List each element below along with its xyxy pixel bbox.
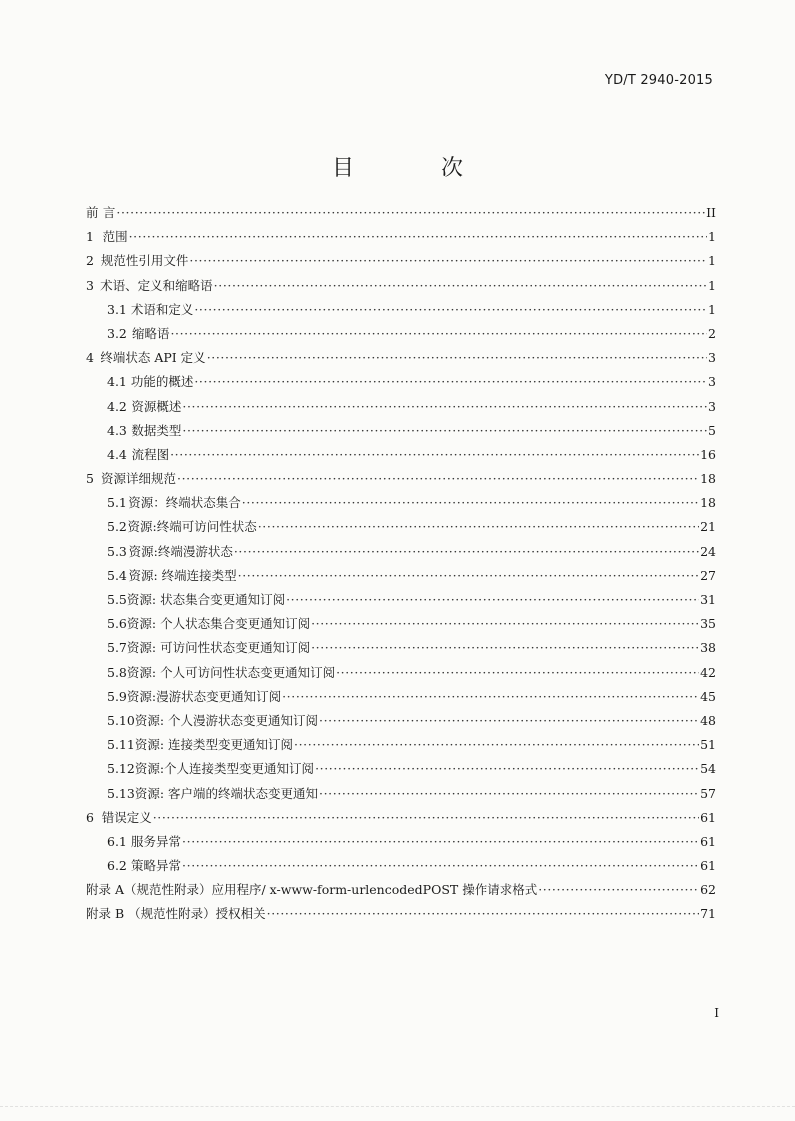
toc-entry-title: 功能的概述	[130, 374, 194, 390]
toc-leader-dots	[311, 640, 699, 655]
toc-leader-dots	[538, 882, 699, 897]
toc-leader-dots	[182, 858, 699, 873]
toc-entry-page: 24	[700, 543, 716, 559]
toc-entry-title: 资源:终端可访问性状态	[127, 519, 257, 535]
toc-entry[interactable]	[86, 493, 716, 517]
page-title: 目 次	[332, 155, 503, 181]
toc-entry-page: 48	[700, 712, 716, 728]
toc-entry[interactable]	[86, 880, 716, 904]
toc-entry-title: 资源: 客户端的终端状态变更通知	[134, 785, 319, 801]
toc-entry[interactable]	[86, 348, 716, 372]
toc-entry-title: 流程图	[131, 446, 170, 462]
toc-leader-dots	[129, 229, 707, 244]
toc-entry[interactable]	[86, 638, 716, 662]
toc-entry-number: 1	[86, 229, 94, 245]
toc-leader-dots	[182, 834, 699, 849]
toc-entry[interactable]	[86, 445, 716, 469]
toc-entry-page: 61	[700, 858, 716, 874]
toc-entry-title: 资源概述	[131, 398, 182, 414]
toc-entry[interactable]	[86, 469, 716, 493]
toc-entry-title: 资源:漫游状态变更通知订阅	[126, 688, 282, 704]
table-of-contents	[86, 203, 716, 929]
toc-entry-number: 5.6	[107, 616, 127, 632]
toc-leader-dots	[177, 471, 699, 486]
toc-entry-page: 62	[700, 882, 716, 898]
toc-entry-title: 言	[102, 205, 116, 220]
toc-leader-dots	[315, 761, 699, 776]
toc-entry-title: 资源: 可访问性状态变更通知订阅	[126, 640, 311, 656]
toc-entry-page: 31	[700, 592, 716, 607]
toc-entry-number: 前	[86, 205, 99, 220]
toc-entry-title: 缩略语	[131, 325, 170, 341]
toc-entry[interactable]	[86, 421, 716, 445]
toc-entry-page: 45	[700, 688, 716, 704]
toc-entry[interactable]	[86, 372, 716, 396]
toc-leader-dots	[194, 302, 707, 317]
toc-leader-dots	[170, 447, 699, 462]
toc-entry-number: 4.1	[107, 374, 127, 390]
toc-entry-number: 5	[86, 471, 94, 487]
toc-entry-number: 5.8	[107, 664, 127, 680]
toc-entry-number: 5.2	[107, 519, 127, 535]
toc-entry-page: 3	[708, 398, 716, 414]
toc-entry-title: 资源：终端状态集合	[128, 495, 241, 511]
toc-entry-page: 54	[700, 761, 716, 777]
toc-entry[interactable]	[86, 759, 716, 783]
toc-entry-number: 3	[86, 277, 94, 293]
toc-entry-number: 3.2	[107, 325, 127, 341]
toc-entry-title: 术语和定义	[130, 301, 194, 317]
toc-entry-title: 规范性引用文件	[100, 253, 189, 269]
toc-leader-dots	[286, 592, 699, 607]
toc-entry-title: 范围	[102, 229, 128, 245]
toc-entry[interactable]	[86, 711, 716, 735]
toc-entry-page: 5	[708, 422, 716, 438]
toc-entry-page: 1	[708, 253, 716, 269]
toc-entry-page: 2	[708, 325, 716, 341]
toc-entry-number: 5.3	[107, 543, 127, 559]
toc-entry[interactable]	[86, 227, 716, 251]
toc-entry-number: 5.5	[107, 592, 127, 607]
document-code: YD/T 2940-2015	[604, 73, 713, 88]
toc-entry-page: 42	[700, 664, 716, 680]
toc-entry-title: 资源: 状态集合变更通知订阅	[126, 592, 286, 607]
toc-entry-page: 61	[700, 809, 716, 825]
toc-leader-dots	[267, 906, 699, 921]
toc-entry-title: 服务异常	[131, 833, 182, 849]
toc-leader-dots	[170, 326, 707, 341]
toc-entry-title: 资源: 个人状态集合变更通知订阅	[126, 616, 311, 632]
toc-entry[interactable]	[86, 735, 716, 759]
toc-entry-number: 4	[86, 350, 94, 366]
toc-entry[interactable]	[86, 856, 716, 880]
toc-entry-number: 3.1	[107, 301, 127, 317]
toc-entry-title: 资源: 个人可访问性状态变更通知订阅	[126, 664, 336, 680]
toc-entry-title: 资源: 连接类型变更通知订阅	[134, 737, 294, 753]
toc-entry-number: 5.11	[107, 737, 135, 753]
toc-entry[interactable]	[86, 542, 716, 566]
toc-entry-page: 61	[700, 833, 716, 849]
toc-entry-title: 终端状态 API 定义	[100, 350, 206, 366]
toc-leader-dots	[282, 689, 699, 704]
toc-entry-number: 5.10	[107, 712, 135, 728]
toc-leader-dots	[182, 399, 707, 414]
toc-entry[interactable]	[86, 832, 716, 856]
toc-entry-title: 附录 A（规范性附录）应用程序/ x-www-form-urlencodedPOST 操作请求格式	[86, 882, 538, 898]
toc-entry[interactable]	[86, 251, 716, 275]
toc-entry-title: 资源详细规范	[100, 471, 176, 487]
toc-entry-title: 术语、定义和缩略语	[100, 277, 213, 293]
toc-entry-page: 3	[708, 374, 716, 390]
toc-leader-dots	[116, 205, 705, 220]
toc-entry-title: 资源: 终端连接类型	[128, 567, 237, 583]
toc-entry-page: 18	[700, 471, 716, 487]
toc-entry-page: II	[706, 205, 716, 220]
toc-entry[interactable]	[86, 687, 716, 711]
toc-entry-number: 5.12	[107, 761, 135, 777]
toc-entry-page: 18	[700, 495, 716, 511]
toc-entry-page: 38	[700, 640, 716, 656]
toc-entry-page: 1	[708, 229, 716, 245]
toc-entry-title: 资源: 个人漫游状态变更通知订阅	[134, 712, 319, 728]
toc-entry[interactable]	[86, 663, 716, 687]
toc-entry[interactable]	[86, 784, 716, 808]
toc-entry-title: 错误定义	[101, 809, 152, 825]
toc-leader-dots	[207, 350, 707, 365]
toc-entry-number: 5.9	[107, 688, 127, 704]
toc-entry[interactable]	[86, 203, 716, 227]
toc-entry[interactable]	[86, 566, 716, 590]
toc-entry-number: 6.2	[107, 858, 127, 874]
toc-entry[interactable]	[86, 517, 716, 541]
toc-entry[interactable]	[86, 614, 716, 638]
toc-entry[interactable]	[86, 808, 716, 832]
toc-entry-number: 4.4	[107, 446, 127, 462]
toc-entry-page: 1	[708, 277, 716, 293]
toc-entry-title: 资源:终端漫游状态	[128, 543, 233, 559]
toc-entry[interactable]	[86, 324, 716, 348]
toc-leader-dots	[214, 278, 707, 293]
toc-entry-number: 4.2	[107, 398, 127, 414]
toc-entry-number: 4.3	[107, 422, 127, 438]
toc-leader-dots	[153, 810, 699, 825]
toc-leader-dots	[242, 495, 699, 510]
toc-leader-dots	[194, 374, 707, 389]
toc-leader-dots	[294, 737, 699, 752]
toc-entry-title: 策略异常	[131, 858, 182, 874]
toc-leader-dots	[336, 665, 699, 680]
toc-leader-dots	[182, 423, 707, 438]
toc-entry-page: 71	[700, 906, 716, 922]
toc-entry-title: 资源:个人连接类型变更通知订阅	[134, 761, 315, 777]
toc-entry-number: 6	[86, 809, 94, 825]
toc-entry[interactable]	[86, 397, 716, 421]
toc-entry-title: 数据类型	[131, 422, 182, 438]
toc-entry[interactable]	[86, 276, 716, 300]
toc-leader-dots	[319, 786, 699, 801]
toc-entry-page: 1	[708, 301, 716, 317]
toc-entry[interactable]	[86, 590, 716, 614]
toc-entry-number: 2	[86, 253, 94, 269]
toc-entry[interactable]	[86, 300, 716, 324]
toc-entry-number: 5.4	[107, 567, 127, 583]
scan-edge-divider	[0, 1106, 795, 1113]
toc-entry-number: 5.7	[107, 640, 127, 656]
toc-entry-number: 5.1	[107, 495, 127, 511]
toc-leader-dots	[189, 253, 707, 268]
toc-entry-title: 附录 B （规范性附录）授权相关	[86, 906, 266, 922]
toc-entry-number: 6.1	[107, 833, 127, 849]
toc-entry-page: 35	[700, 616, 716, 632]
toc-entry[interactable]	[86, 904, 716, 928]
toc-entry-page: 51	[700, 737, 716, 753]
toc-entry-page: 3	[708, 350, 716, 366]
toc-leader-dots	[234, 544, 699, 559]
toc-leader-dots	[258, 519, 699, 534]
toc-entry-number: 5.13	[107, 785, 135, 801]
toc-leader-dots	[311, 616, 699, 631]
page-number: I	[714, 1006, 719, 1020]
toc-entry-page: 16	[700, 446, 716, 462]
toc-entry-page: 57	[700, 785, 716, 801]
toc-leader-dots	[238, 568, 699, 583]
toc-leader-dots	[319, 713, 699, 728]
toc-entry-page: 27	[700, 567, 716, 583]
toc-entry-page: 21	[700, 519, 716, 535]
